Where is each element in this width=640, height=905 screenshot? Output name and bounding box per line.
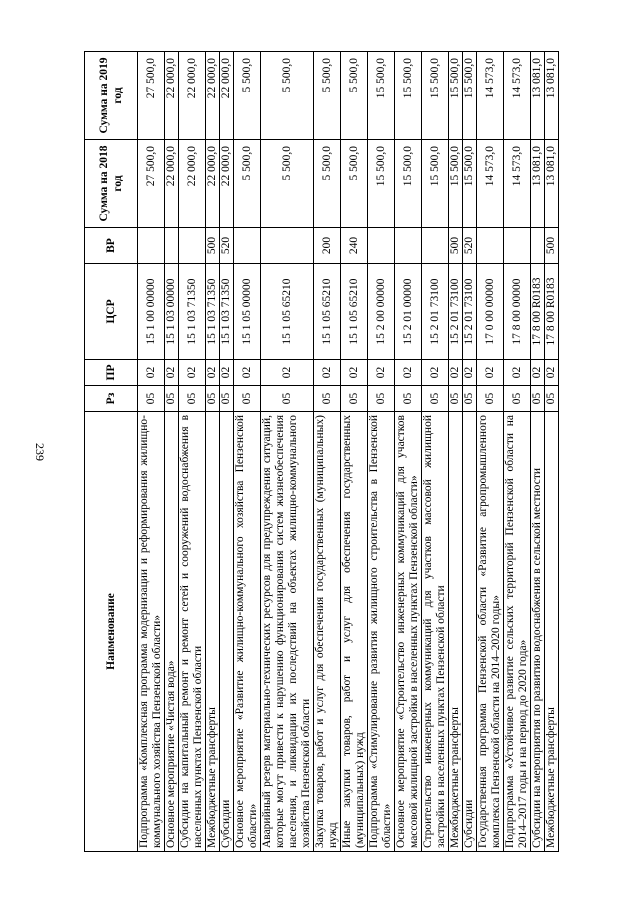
- sum-2019-cell: 15 500,0: [422, 52, 449, 140]
- pr-cell: 02: [395, 360, 422, 386]
- rz-cell: 05: [179, 386, 206, 412]
- sum-2019-cell: 5 500,0: [341, 52, 368, 140]
- csr-cell: 15 1 05 65210: [261, 264, 314, 360]
- header-sum-2019: Сумма на 2019 год: [85, 52, 138, 140]
- rz-cell: 05: [477, 386, 504, 412]
- table-row: [504, 52, 531, 852]
- header-pr: ПР: [85, 360, 138, 386]
- table-body: [138, 52, 559, 852]
- sum-2019-cell: 22 000,0: [220, 52, 234, 140]
- sum-2018-cell: 5 500,0: [341, 140, 368, 228]
- sum-2019-cell: 5 500,0: [314, 52, 341, 140]
- header-csr: ЦСР: [85, 264, 138, 360]
- pr-cell: 02: [422, 360, 449, 386]
- csr-cell: 15 1 05 65210: [314, 264, 341, 360]
- vr-cell: [504, 228, 531, 264]
- sum-2018-cell: 15 500,0: [449, 140, 463, 228]
- table-row: [234, 52, 261, 852]
- table-row: [261, 52, 314, 852]
- sum-2019-cell: 27 500,0: [138, 52, 165, 140]
- table-row: [463, 52, 477, 852]
- name-cell: Субсидии: [220, 412, 234, 852]
- vr-cell: [261, 228, 314, 264]
- rz-cell: 05: [545, 386, 559, 412]
- rotated-table-wrapper: [84, 52, 580, 852]
- csr-cell: 17 8 00 00000: [504, 264, 531, 360]
- name-cell: Основное мероприятие «Развитие жилищно-коммунального хозяйства Пензенской области»: [234, 412, 261, 852]
- sum-2018-cell: 22 000,0: [179, 140, 206, 228]
- name-cell: Межбюджетные трансферты: [206, 412, 220, 852]
- sum-2018-cell: 13 081,0: [545, 140, 559, 228]
- pr-cell: 02: [314, 360, 341, 386]
- rz-cell: 05: [314, 386, 341, 412]
- vr-cell: [422, 228, 449, 264]
- csr-cell: 15 1 05 00000: [234, 264, 261, 360]
- sum-2018-cell: 27 500,0: [138, 140, 165, 228]
- sum-2018-cell: 15 500,0: [395, 140, 422, 228]
- table-header-row: [85, 52, 138, 852]
- csr-cell: 15 1 00 00000: [138, 264, 165, 360]
- vr-cell: [395, 228, 422, 264]
- sum-2019-cell: 14 573,0: [477, 52, 504, 140]
- vr-cell: [165, 228, 179, 264]
- sum-2018-cell: 14 573,0: [504, 140, 531, 228]
- sum-2019-cell: 5 500,0: [261, 52, 314, 140]
- sum-2019-cell: 22 000,0: [206, 52, 220, 140]
- pr-cell: 02: [179, 360, 206, 386]
- table-row: [545, 52, 559, 852]
- header-name: Наименование: [85, 412, 138, 852]
- name-cell: Основное мероприятие «Строительство инженерных коммуникаций для участков массовой жилищной застройки в населенных пунктах Пензенской области»: [395, 412, 422, 852]
- sum-2019-cell: 15 500,0: [449, 52, 463, 140]
- pr-cell: 02: [449, 360, 463, 386]
- vr-cell: 520: [220, 228, 234, 264]
- table-row: [368, 52, 395, 852]
- csr-cell: 15 1 03 00000: [165, 264, 179, 360]
- vr-cell: [234, 228, 261, 264]
- sum-2019-cell: 15 500,0: [395, 52, 422, 140]
- csr-cell: 15 2 00 00000: [368, 264, 395, 360]
- vr-cell: [138, 228, 165, 264]
- pr-cell: 02: [531, 360, 545, 386]
- rz-cell: 05: [463, 386, 477, 412]
- csr-cell: 15 2 01 73100: [422, 264, 449, 360]
- csr-cell: 15 2 01 73100: [463, 264, 477, 360]
- pr-cell: 02: [261, 360, 314, 386]
- sum-2019-cell: 13 081,0: [545, 52, 559, 140]
- table-row: [422, 52, 449, 852]
- name-cell: Закупка товаров, работ и услуг для обеспечения государственных (муниципальных) нужд: [314, 412, 341, 852]
- table-row: [531, 52, 545, 852]
- sum-2019-cell: 15 500,0: [368, 52, 395, 140]
- sum-2018-cell: 13 081,0: [531, 140, 545, 228]
- sum-2019-cell: 5 500,0: [234, 52, 261, 140]
- vr-cell: 500: [545, 228, 559, 264]
- sum-2018-cell: 15 500,0: [422, 140, 449, 228]
- vr-cell: [531, 228, 545, 264]
- sum-2018-cell: 5 500,0: [234, 140, 261, 228]
- budget-table: [84, 51, 559, 852]
- rz-cell: 05: [234, 386, 261, 412]
- csr-cell: 15 1 03 71350: [179, 264, 206, 360]
- csr-cell: 15 2 01 00000: [395, 264, 422, 360]
- pr-cell: 02: [545, 360, 559, 386]
- rz-cell: 05: [422, 386, 449, 412]
- sum-2018-cell: 22 000,0: [165, 140, 179, 228]
- table-row: [314, 52, 341, 852]
- table-row: [395, 52, 422, 852]
- table-row: [341, 52, 368, 852]
- pr-cell: 02: [206, 360, 220, 386]
- sum-2019-cell: 22 000,0: [165, 52, 179, 140]
- pr-cell: 02: [220, 360, 234, 386]
- sum-2018-cell: 5 500,0: [314, 140, 341, 228]
- rz-cell: 05: [531, 386, 545, 412]
- rz-cell: 05: [395, 386, 422, 412]
- sum-2018-cell: 5 500,0: [261, 140, 314, 228]
- pr-cell: 02: [504, 360, 531, 386]
- vr-cell: 520: [463, 228, 477, 264]
- csr-cell: 15 1 05 65210: [341, 264, 368, 360]
- sum-2018-cell: 22 000,0: [206, 140, 220, 228]
- csr-cell: 17 8 00 R0183: [531, 264, 545, 360]
- rz-cell: 05: [165, 386, 179, 412]
- sum-2018-cell: 15 500,0: [368, 140, 395, 228]
- name-cell: Государственная программа Пензенской области «Развитие агропромышленного комплекса Пензенской области на 2014–2020 годы»: [477, 412, 504, 852]
- sum-2018-cell: 14 573,0: [477, 140, 504, 228]
- rz-cell: 05: [261, 386, 314, 412]
- header-sum-2018: Сумма на 2018 год: [85, 140, 138, 228]
- table-row: [206, 52, 220, 852]
- sum-2019-cell: 22 000,0: [179, 52, 206, 140]
- sum-2018-cell: 22 000,0: [220, 140, 234, 228]
- sum-2019-cell: 14 573,0: [504, 52, 531, 140]
- name-cell: Межбюджетные трансферты: [545, 412, 559, 852]
- rz-cell: 05: [206, 386, 220, 412]
- sum-2019-cell: 15 500,0: [463, 52, 477, 140]
- pr-cell: 02: [234, 360, 261, 386]
- pr-cell: 02: [368, 360, 395, 386]
- rz-cell: 05: [504, 386, 531, 412]
- vr-cell: 500: [449, 228, 463, 264]
- table-row: [449, 52, 463, 852]
- vr-cell: 500: [206, 228, 220, 264]
- name-cell: Подпрограмма «Стимулирование развития жилищного строительства в Пензенской области»: [368, 412, 395, 852]
- csr-cell: 17 8 00 R0183: [545, 264, 559, 360]
- rz-cell: 05: [341, 386, 368, 412]
- table-row: [179, 52, 206, 852]
- rz-cell: 05: [138, 386, 165, 412]
- table-row: [138, 52, 165, 852]
- vr-cell: [368, 228, 395, 264]
- pr-cell: 02: [477, 360, 504, 386]
- name-cell: Субсидии на мероприятия по развитию водоснабжения в сельской местности: [531, 412, 545, 852]
- csr-cell: 15 1 03 71350: [220, 264, 234, 360]
- table-row: [165, 52, 179, 852]
- name-cell: Подпрограмма «Комплексная программа модернизации и реформирования жилищно-коммунального хозяйства Пензенской области»: [138, 412, 165, 852]
- vr-cell: [179, 228, 206, 264]
- vr-cell: 240: [341, 228, 368, 264]
- sum-2019-cell: 13 081,0: [531, 52, 545, 140]
- header-rz: Рз: [85, 386, 138, 412]
- csr-cell: 15 2 01 73100: [449, 264, 463, 360]
- header-vr: ВР: [85, 228, 138, 264]
- pr-cell: 02: [341, 360, 368, 386]
- name-cell: Иные закупки товаров, работ и услуг для обеспечения государственных (муниципальных) нужд: [341, 412, 368, 852]
- rz-cell: 05: [220, 386, 234, 412]
- pr-cell: 02: [138, 360, 165, 386]
- vr-cell: 200: [314, 228, 341, 264]
- vr-cell: [477, 228, 504, 264]
- name-cell: Аварийный резерв материально-технических ресурсов для предупреждения ситуаций, которые могут привести к нарушению функционирования систем жизнеобеспечения населения, и ликвидации их последствий на объектах жилищно-коммунального хозяйства Пензенской области: [261, 412, 314, 852]
- pr-cell: 02: [463, 360, 477, 386]
- table-row: [220, 52, 234, 852]
- name-cell: Субсидии на капитальный ремонт и ремонт сетей и сооружений водоснабжения в населенных пунктах Пензенской области: [179, 412, 206, 852]
- name-cell: Подпрограмма «Устойчивое развитие сельских территорий Пензенской области на 2014–2017 годы и на период до 2020 года»: [504, 412, 531, 852]
- name-cell: Основное мероприятие «Чистая вода»: [165, 412, 179, 852]
- name-cell: Субсидии: [463, 412, 477, 852]
- sum-2018-cell: 15 500,0: [463, 140, 477, 228]
- table-row: [477, 52, 504, 852]
- rz-cell: 05: [368, 386, 395, 412]
- pr-cell: 02: [165, 360, 179, 386]
- csr-cell: 15 1 03 71350: [206, 264, 220, 360]
- name-cell: Межбюджетные трансферты: [449, 412, 463, 852]
- page-number: 239: [33, 443, 47, 461]
- rz-cell: 05: [449, 386, 463, 412]
- name-cell: Строительство инженерных коммуникаций для участков массовой жилищной застройки в населенных пунктах Пензенской области: [422, 412, 449, 852]
- csr-cell: 17 0 00 00000: [477, 264, 504, 360]
